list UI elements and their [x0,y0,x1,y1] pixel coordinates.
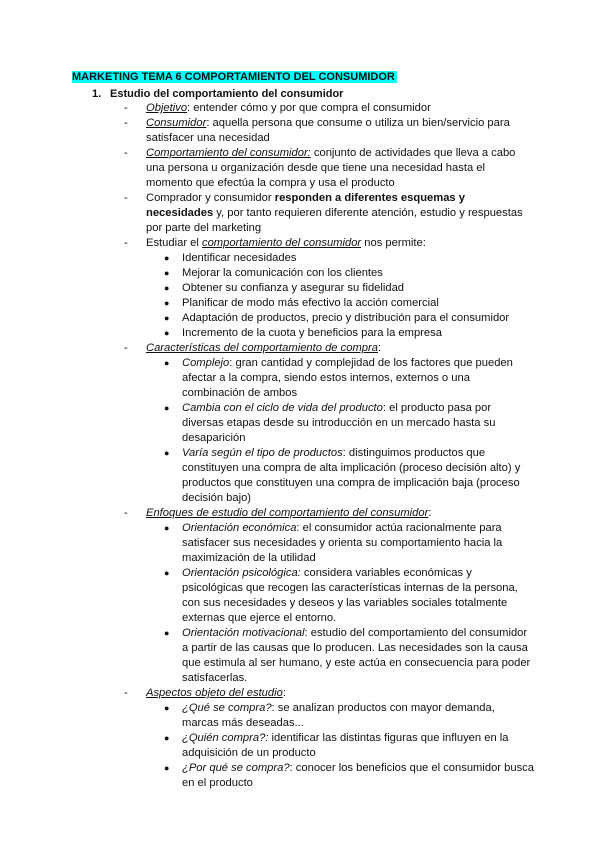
list-item-objetivo: - Objetivo: entender cómo y por que compra el consumidor [124,102,431,114]
bullet-term: ¿Quién compra?: [182,732,269,744]
bullet-text: Incremento de la cuota y beneficios para la empresa [182,327,442,339]
bullet-term: Varía según el tipo de productos [182,447,343,459]
text-comprador-bold: responden a diferentes esquemas y necesidades [146,192,465,219]
bullet-text: : el consumidor actúa racionalmente para satisfacer sus necesidades y orienta su comportamiento hacia la maximización de la utilidad [182,522,503,564]
bullet-term: Orientación económica [182,522,297,534]
colon: : [282,687,286,699]
list-item: ● Cambia con el ciclo de vida del producto: el producto pasa por diversas etapas desde su introducción en un mercado hasta su desaparición [164,402,496,444]
colon: : [377,342,382,354]
section-label: Estudio del comportamiento del consumidor [110,88,344,100]
bullet-text: : el producto pasa por diversas etapas desde su introducción en un mercado hasta su desaparición [182,402,496,444]
list-item-comportamiento: - Comportamiento del consumidor: conjunto de actividades que lleva a cabo una persona u organización desde que tiene una necesidad hasta el momento que efectúa la compra y usa el producto [124,147,516,189]
list-item: ● Incremento de la cuota y beneficios para la empresa [164,327,442,339]
bullet-term: ¿Qué se compra? [182,702,272,714]
bullet-text: Adaptación de productos, precio y distribución para el consumidor [182,312,510,324]
bullet-text: identificar las distintas figuras que influyen en la adquisición de un producto [182,732,509,759]
list-item-enfoques: - Enfoques de estudio del comportamiento del consumidor: [124,507,432,519]
bullet-text: Obtener su confianza y asegurar su fidelidad [182,282,405,294]
bullet-text: considera variables económicas y psicológicas que recogen las características internas de la persona, con sus necesidades y deseos y las variables sociales totalmente externas que ejerce el entorno. [182,567,518,624]
bullet-term: Orientación motivacional [182,627,305,639]
bullet-text: Identificar necesidades [182,252,297,264]
text-comprador-pre: Comprador y consumidor [146,192,275,204]
list-item: ● Adaptación de productos, precio y distribución para el consumidor [164,312,510,324]
term-consumidor: Consumidor [146,117,207,129]
list-item: ● Complejo: gran cantidad y complejidad de los factores que pueden afectar a la compra, siendo estos internos, externos o una combinación de ambos [164,357,513,399]
bullet-term: Complejo [182,357,230,369]
list-item-caracteristicas: - Características del comportamiento de compra: [124,342,382,354]
text-comportamiento: conjunto de actividades que lleva a cabo una persona u organización desde que tiene una necesidad hasta el momento que efectúa la compra y usa el producto [146,147,516,189]
term-enfoques: Enfoques de estudio del comportamiento del consumidor [146,507,429,519]
list-item: ● Obtener su confianza y asegurar su fidelidad [164,282,405,294]
list-item: ● Identificar necesidades [164,252,297,264]
enfoques-sublist [158,521,534,686]
term-objetivo: Objetivo [146,102,188,114]
list-item-consumidor: - Consumidor: aquella persona que consume o utiliza un bien/servicio para satisfacer una necesidad [124,117,510,144]
estudiar-sublist [158,251,534,341]
term-aspectos: Aspectos objeto del estudio [146,687,283,699]
bullet-term: ¿Por qué se compra? [182,762,290,774]
bullet-text: : conocer los beneficios que el consumidor busca en el producto [182,762,534,789]
bullet-text: : gran cantidad y complejidad de los factores que pueden afectar a la compra, siendo estos internos, externos o una combinación de ambos [182,357,513,399]
bullet-text: : se analizan productos con mayor demanda, marcas más deseadas... [182,702,495,729]
list-item: ● Orientación motivacional: estudio del comportamiento del consumidor a partir de las causas que lo producen. Las necesidades son la causa que estimula al ser humano, y este actúa en consecuencia para poder satisfacerlas. [164,627,531,684]
list-item-comprador: - Comprador y consumidor responden a diferentes esquemas y necesidades y, por tanto requieren diferente atención, estudio y respuestas por parte del marketing [124,192,523,234]
term-comportamiento: Comportamiento del consumidor: [146,147,311,159]
bullet-text: : distinguimos productos que constituyen una compra de alta implicación (proceso decisión alto) y productos que constituyen una compra de implicación baja (proceso decisión bajo) [182,447,521,504]
bullet-text: : estudio del comportamiento del consumidor a partir de las causas que lo producen. Las necesidades son la causa que estimula al ser humano, y este actúa en consecuencia para poder satisfacerlas. [182,627,531,684]
section-number: 1. [92,88,102,100]
text-consumidor: : aquella persona que consume o utiliza un bien/servicio para satisfacer una necesidad [146,117,510,144]
bullet-text: Mejorar la comunicación con los clientes [182,267,383,279]
bullet-text: Planificar de modo más efectivo la acción comercial [182,297,439,309]
text-estudiar-pre: Estudiar el [146,237,202,249]
bullet-term: Cambia con el ciclo de vida del producto [182,402,383,414]
list-item: ● Mejorar la comunicación con los clientes [164,267,383,279]
term-caracteristicas: Características del comportamiento de compra [146,342,378,354]
page-title: MARKETING TEMA 6 COMPORTAMIENTO DEL CONSUMIDOR [72,71,395,83]
colon: : [428,507,432,519]
text-estudiar-post: nos permite: [361,237,426,249]
bullet-term: Orientación psicológica: [182,567,301,579]
list-item: ● Planificar de modo más efectivo la acción comercial [164,297,439,309]
content-list [124,101,534,791]
list-item: ● ¿Quién compra?: identificar las distintas figuras que influyen en la adquisición de un producto [164,732,509,759]
section-heading [92,87,343,102]
caracteristicas-sublist [158,356,534,506]
list-item-aspectos: - Aspectos objeto del estudio: [124,687,286,699]
list-item: ● Varía según el tipo de productos: distinguimos productos que constituyen una compra de alta implicación (proceso decisión alto) y productos que constituyen una compra de implicación baja (proceso decisión bajo) [164,447,521,504]
list-item: ● Orientación económica: el consumidor actúa racionalmente para satisfacer sus necesidades y orienta su comportamiento hacia la maximización de la utilidad [164,522,503,564]
term-estudiar: comportamiento del consumidor [201,237,362,249]
text-comprador-post: y, por tanto requieren diferente atención, estudio y respuestas por parte del marketing [146,207,523,234]
list-item: ● ¿Por qué se compra?: conocer los beneficios que el consumidor busca en el producto [164,762,534,789]
list-item: ● Orientación psicológica: considera variables económicas y psicológicas que recogen las características internas de la persona, con sus necesidades y deseos y las variables sociales totalmente externas que ejerce el entorno. [164,567,518,624]
list-item-estudiar: - Estudiar el comportamiento del consumidor nos permite: [124,237,426,249]
text-objetivo: : entender cómo y por que compra el consumidor [187,102,431,114]
list-item: ● ¿Qué se compra?: se analizan productos con mayor demanda, marcas más deseadas... [164,702,495,729]
aspectos-sublist [158,701,534,791]
